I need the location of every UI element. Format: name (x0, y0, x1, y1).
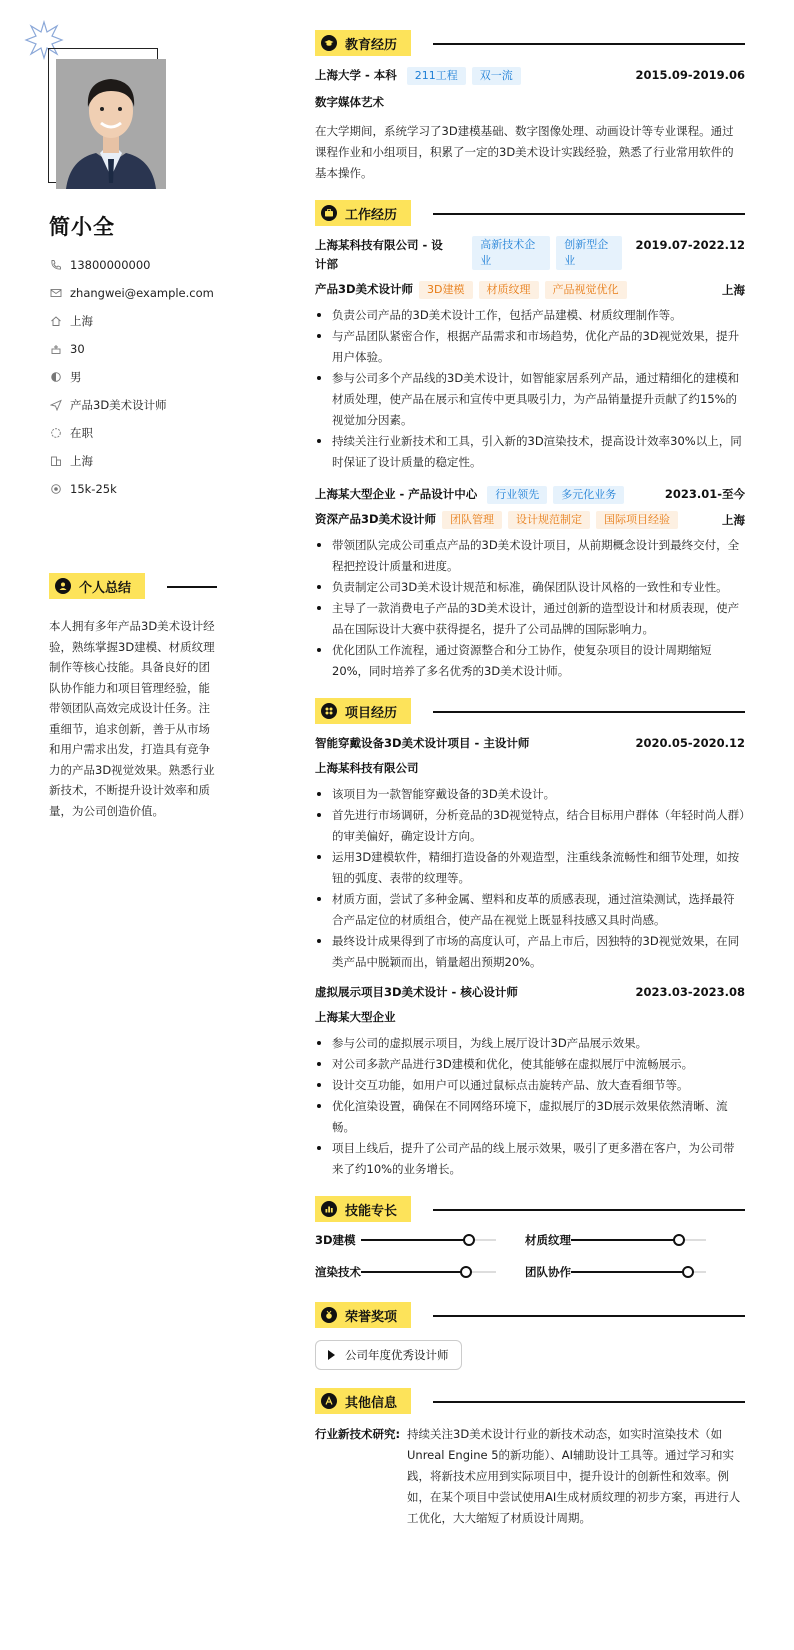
list-item: 材质方面，尝试了多种金属、塑料和皮革的质感表现，通过渲染测试，选择最符合产品定位的材质组合，使产品在视觉上既显科技感又具时尚感。 (315, 889, 745, 931)
summary-heading (49, 573, 145, 599)
job-bullets (315, 305, 745, 473)
job-date: 2023.01-至今 (664, 487, 745, 501)
project-entry (315, 734, 745, 973)
role-tag: 3D建模 (419, 281, 472, 299)
divider (167, 586, 217, 588)
project-name: 虚拟展示项目3D美术设计 - 核心设计师 (315, 985, 518, 999)
list-item: 负责制定公司3D美术设计规范和标准，确保团队设计风格的一致性和专业性。 (315, 577, 745, 598)
gender-icon (50, 371, 62, 383)
project-org: 上海某大型企业 (315, 1010, 396, 1024)
projects-section-header (315, 698, 745, 724)
summary-title: 个人总结 (79, 580, 132, 596)
text-icon (321, 1393, 337, 1409)
divider (433, 1209, 745, 1211)
company-tag: 行业领先 (487, 486, 547, 504)
skill-level-bar (571, 1234, 706, 1246)
school-name: 上海大学 - 本科 (315, 68, 397, 82)
position-text: 产品3D美术设计师 (70, 398, 167, 412)
education-title: 教育经历 (345, 37, 398, 53)
bar-chart-icon (321, 1201, 337, 1217)
company-tag: 多元化业务 (553, 486, 624, 504)
job-entry (315, 236, 745, 473)
send-icon (50, 399, 62, 411)
project-name: 智能穿戴设备3D美术设计项目 - 主设计师 (315, 736, 530, 750)
status-text: 在职 (70, 426, 93, 440)
list-item: 参与公司多个产品线的3D美术设计，如智能家居系列产品，通过精细化的建模和材质处理，使产品在展示和宣传中更具吸引力，为产品销量提升贡献了约15%的视觉加分因素。 (315, 368, 745, 431)
education-section (315, 30, 745, 184)
projects-heading (315, 698, 411, 724)
skills-title: 技能专长 (345, 1203, 398, 1219)
home-icon (50, 315, 62, 327)
role-tag: 材质纹理 (479, 281, 539, 299)
city-text: 上海 (70, 454, 93, 468)
list-item: 项目上线后，提升了公司产品的线上展示效果，吸引了更多潜在客户，为公司带来了约10%的业务增长。 (315, 1138, 745, 1180)
skills-section-header (315, 1196, 745, 1222)
skills-heading (315, 1196, 411, 1222)
project-date: 2020.05-2020.12 (635, 736, 745, 750)
award-label: 公司年度优秀设计师 (345, 1348, 449, 1362)
briefcase-icon (321, 205, 337, 221)
project-org: 上海某科技有限公司 (315, 761, 419, 775)
job-bullets (315, 535, 745, 682)
skills-grid (315, 1232, 745, 1280)
age-text: 30 (70, 342, 85, 356)
skill-name: 材质纹理 (525, 1233, 571, 1247)
projects-title: 项目经历 (345, 705, 398, 721)
awards-section-header (315, 1302, 745, 1328)
skill-level-bar (361, 1266, 496, 1278)
award-item (315, 1340, 462, 1370)
skill-name: 团队协作 (525, 1265, 571, 1279)
info-city (50, 447, 214, 475)
work-section-header (315, 200, 745, 226)
info-phone (50, 251, 214, 279)
status-icon (50, 427, 62, 439)
other-section (315, 1388, 745, 1529)
other-heading (315, 1388, 411, 1414)
project-bullets (315, 1033, 745, 1180)
skill-name: 渲染技术 (315, 1265, 361, 1279)
email-text: zhangwei@example.com (70, 286, 214, 300)
info-position (50, 391, 214, 419)
list-item: 该项目为一款智能穿戴设备的3D美术设计。 (315, 784, 745, 805)
job-entry (315, 485, 745, 682)
other-info-row (315, 1424, 745, 1529)
awards-heading (315, 1302, 411, 1328)
list-item: 设计交互功能，如用户可以通过鼠标点击旋转产品、放大查看细节等。 (315, 1075, 745, 1096)
divider (433, 1315, 745, 1317)
divider (433, 711, 745, 713)
money-icon (50, 483, 62, 495)
user-icon (55, 578, 71, 594)
list-item: 持续关注行业新技术和工具，引入新的3D渲染技术，提高设计效率30%以上，同时保证了设计质量的稳定性。 (315, 431, 745, 473)
role-tag: 国际项目经验 (596, 511, 678, 529)
company-tag: 创新型企业 (556, 236, 622, 270)
project-date: 2023.03-2023.08 (635, 985, 745, 999)
work-title: 工作经历 (345, 207, 398, 223)
main-content (315, 30, 745, 1529)
info-gender (50, 363, 214, 391)
summary-section-header (49, 573, 217, 599)
projects-section (315, 698, 745, 1180)
skill-item (525, 1264, 735, 1280)
cake-icon (50, 343, 62, 355)
role-tag: 团队管理 (442, 511, 502, 529)
job-role: 产品3D美术设计师 (315, 282, 414, 296)
info-age (50, 335, 214, 363)
company-name: 上海某大型企业 - 产品设计中心 (315, 487, 478, 501)
job-role: 资深产品3D美术设计师 (315, 512, 437, 526)
salary-text: 15k-25k (70, 482, 117, 496)
school-tag: 双一流 (472, 67, 521, 85)
skills-section (315, 1196, 745, 1280)
info-status (50, 419, 214, 447)
project-entry (315, 983, 745, 1180)
graduation-cap-icon (321, 35, 337, 51)
medal-icon (321, 1307, 337, 1323)
work-heading (315, 200, 411, 226)
divider (433, 213, 745, 215)
project-bullets (315, 784, 745, 973)
education-date: 2015.09-2019.06 (635, 68, 745, 82)
major-name: 数字媒体艺术 (315, 95, 384, 109)
list-item: 与产品团队紧密合作，根据产品需求和市场趋势，优化产品的3D视觉效果，提升用户体验。 (315, 326, 745, 368)
divider (433, 1401, 745, 1403)
awards-section (315, 1302, 745, 1370)
awards-title: 荣誉奖项 (345, 1309, 398, 1325)
list-item: 优化渲染设置，确保在不同网络环境下，虚拟展厅的3D展示效果依然清晰、流畅。 (315, 1096, 745, 1138)
skill-level-bar (571, 1266, 706, 1278)
info-salary (50, 475, 214, 503)
skill-level-bar (361, 1234, 496, 1246)
grid-icon (321, 703, 337, 719)
skill-name: 3D建模 (315, 1233, 356, 1247)
list-item: 最终设计成果得到了市场的高度认可，产品上市后，因独特的3D视觉效果，在同类产品中脱颖而出，销量超出预期20%。 (315, 931, 745, 973)
other-section-header (315, 1388, 745, 1414)
list-item: 负责公司产品的3D美术设计工作，包括产品建模、材质纹理制作等。 (315, 305, 745, 326)
location-text: 上海 (70, 314, 93, 328)
gender-text: 男 (70, 370, 82, 384)
info-email (50, 279, 214, 307)
phone-icon (50, 259, 62, 271)
list-item: 带领团队完成公司重点产品的3D美术设计项目，从前期概念设计到最终交付，全程把控设计质量和进度。 (315, 535, 745, 577)
skill-item (315, 1264, 525, 1280)
work-section (315, 200, 745, 682)
divider (433, 43, 745, 45)
other-text: 持续关注3D美术设计行业的新技术动态，如实时渲染技术（如Unreal Engine 5的新功能）、AI辅助设计工具等。通过学习和实践，将新技术应用到实际项目中，提升设计的创新性和效率。例如，在某个项目中尝试使用AI生成材质纹理的初步方案，再进行人工优化，大大缩短了材质设计周期。 (407, 1427, 741, 1525)
list-item: 优化团队工作流程，通过资源整合和分工协作，使复杂项目的设计周期缩短20%，同时培养了多名优秀的3D美术设计师。 (315, 640, 745, 682)
job-location: 上海 (722, 512, 745, 527)
school-tag: 211工程 (407, 67, 466, 85)
company-name: 上海某科技有限公司 - 设计部 (315, 238, 443, 271)
list-item: 运用3D建模软件，精细打造设备的外观造型，注重线条流畅性和细节处理，如按钮的弧度、表带的纹理等。 (315, 847, 745, 889)
play-icon (328, 1350, 335, 1360)
list-item: 对公司多款产品进行3D建模和优化，使其能够在虚拟展厅中流畅展示。 (315, 1054, 745, 1075)
job-date: 2019.07-2022.12 (635, 238, 745, 252)
education-description: 在大学期间，系统学习了3D建模基础、数字图像处理、动画设计等专业课程。通过课程作业和小组项目，积累了一定的3D美术设计实践经验，熟悉了行业常用软件的基本操作。 (315, 124, 734, 180)
mail-icon (50, 287, 62, 299)
avatar (56, 59, 166, 189)
company-tag: 高新技术企业 (472, 236, 550, 270)
job-location: 上海 (722, 282, 745, 297)
contact-info-list (50, 251, 214, 503)
list-item: 主导了一款消费电子产品的3D美术设计，通过创新的造型设计和材质表现，使产品在国际设计大赛中获得提名，提升了公司品牌的国际影响力。 (315, 598, 745, 640)
phone-text: 13800000000 (70, 258, 151, 272)
role-tag: 设计规范制定 (508, 511, 590, 529)
list-item: 参与公司的虚拟展示项目，为线上展厅设计3D产品展示效果。 (315, 1033, 745, 1054)
other-label: 行业新技术研究: (315, 1427, 401, 1441)
list-item: 首先进行市场调研，分析竞品的3D视觉特点，结合目标用户群体（年轻时尚人群）的审美偏好，确定设计方向。 (315, 805, 745, 847)
education-heading (315, 30, 411, 56)
skill-item (525, 1232, 735, 1248)
info-location (50, 307, 214, 335)
skill-item (315, 1232, 525, 1248)
role-tag: 产品视觉优化 (545, 281, 627, 299)
summary-text: 本人拥有多年产品3D美术设计经验，熟练掌握3D建模、材质纹理制作等核心技能。具备良好的团队协作能力和项目管理经验，能带领团队高效完成设计任务。注重细节，追求创新，善于从市场和用户需求出发，打造具有竞争力的产品3D视觉效果。熟悉行业新技术，不断提升设计效率和质量，为公司创造价值。 (49, 619, 215, 818)
building-icon (50, 455, 62, 467)
education-section-header (315, 30, 745, 56)
candidate-name: 简小全 (49, 215, 115, 239)
other-title: 其他信息 (345, 1395, 398, 1411)
